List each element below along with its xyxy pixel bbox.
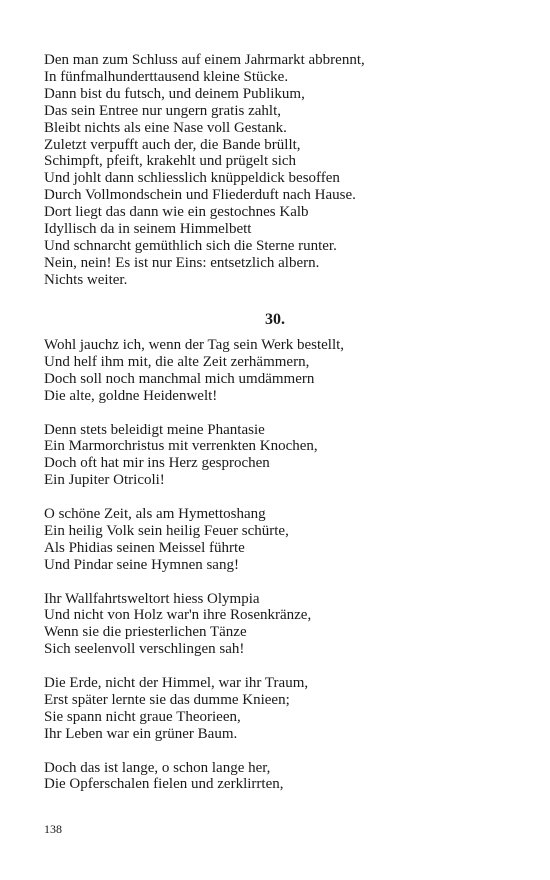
poem-line: Sie spann nicht graue Theorieen, bbox=[44, 708, 241, 725]
poem-line: Und helf ihm mit, die alte Zeit zerhämmern, bbox=[44, 353, 310, 370]
poem-line: Ein Jupiter Otricoli! bbox=[44, 472, 165, 489]
stanza bbox=[44, 506, 514, 574]
stanza bbox=[44, 422, 514, 490]
poem-line: Den man zum Schluss auf einem Jahrmarkt abbrennt, bbox=[44, 52, 365, 68]
poem-line: Nichts weiter. bbox=[44, 271, 128, 288]
poem-line: Schimpft, pfeift, krakehlt und prügelt sich bbox=[44, 153, 297, 170]
poem-line: Und Pindar seine Hymnen sang! bbox=[44, 556, 239, 573]
stanza bbox=[44, 675, 514, 743]
poem-30 bbox=[44, 337, 514, 793]
poem-line: Und johlt dann schliesslich knüppeldick besoffen bbox=[44, 170, 340, 187]
poem-line: O schöne Zeit, als am Hymettoshang bbox=[44, 506, 266, 523]
poem-line: Wohl jauchz ich, wenn der Tag sein Werk bestellt, bbox=[44, 337, 345, 353]
poem-line: Erst später lernte sie das dumme Knieen; bbox=[44, 691, 290, 708]
poem-line: Ihr Wallfahrtsweltort hiess Olympia bbox=[44, 590, 260, 607]
poem-line: Bleibt nichts als eine Nase voll Gestank. bbox=[44, 119, 287, 136]
poem-line: In fünfmalhunderttausend kleine Stücke. bbox=[44, 68, 289, 85]
stanza bbox=[44, 337, 514, 405]
poem-line: Denn stets beleidigt meine Phantasie bbox=[44, 421, 265, 438]
poem-line: Die Erde, nicht der Himmel, war ihr Traum, bbox=[44, 675, 309, 692]
poem-line: Doch das ist lange, o schon lange her, bbox=[44, 759, 271, 776]
poem-line: Dann bist du futsch, und deinem Publikum, bbox=[44, 85, 305, 102]
poem-line: Und nicht von Holz war'n ihre Rosenkränze, bbox=[44, 607, 312, 624]
page-number: 138 bbox=[44, 822, 62, 836]
poem-line: Die Opferschalen fielen und zerklirrten, bbox=[44, 776, 284, 793]
poem-line: Sich seelenvoll verschlingen sah! bbox=[44, 641, 245, 658]
stanza bbox=[44, 760, 514, 794]
poem-line: Idyllisch da in seinem Himmelbett bbox=[44, 221, 252, 238]
poem-line: Doch oft hat mir ins Herz gesprochen bbox=[44, 455, 270, 472]
poem-line: Als Phidias seinen Meissel führte bbox=[44, 539, 245, 556]
poem-line: Ein Marmorchristus mit verrenkten Knochen, bbox=[44, 438, 318, 455]
poem-line: Dort liegt das dann wie ein gestochnes Kalb bbox=[44, 204, 309, 221]
poem-continuation bbox=[44, 52, 514, 289]
poem-line: Nein, nein! Es ist nur Eins: entsetzlich albern. bbox=[44, 254, 320, 271]
poem-line: Durch Vollmondschein und Fliederduft nach Hause. bbox=[44, 187, 356, 204]
section-heading: 30. bbox=[265, 311, 285, 328]
poem-line: Doch soll noch manchmal mich umdämmern bbox=[44, 370, 315, 387]
poem-line: Und schnarcht gemüthlich sich die Sterne runter. bbox=[44, 237, 337, 254]
poem-line: Wenn sie die priesterlichen Tänze bbox=[44, 624, 247, 641]
poem-line: Die alte, goldne Heidenwelt! bbox=[44, 387, 218, 404]
poem-line: Ein heilig Volk sein heilig Feuer schürte, bbox=[44, 522, 289, 539]
stanza bbox=[44, 591, 514, 659]
poem-line: Ihr Leben war ein grüner Baum. bbox=[44, 725, 238, 742]
poem-line: Zuletzt verpufft auch der, die Bande brüllt, bbox=[44, 136, 301, 153]
poem-line: Das sein Entree nur ungern gratis zahlt, bbox=[44, 102, 282, 119]
